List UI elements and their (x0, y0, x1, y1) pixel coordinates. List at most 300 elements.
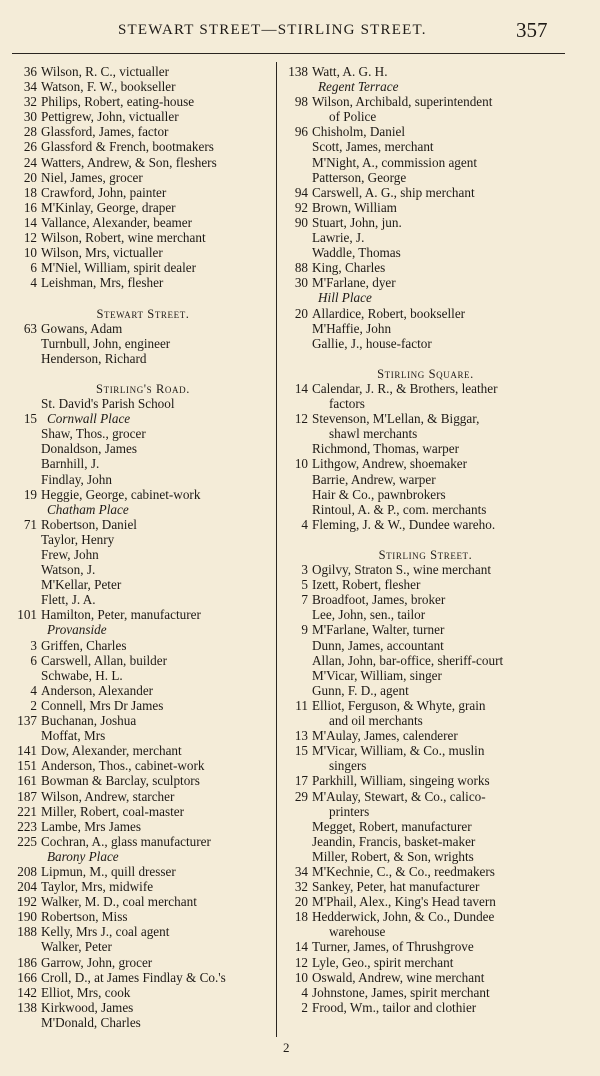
house-number: 26 (23, 139, 37, 155)
house-number: 24 (23, 154, 37, 170)
entry-text: Taylor, Henry (41, 531, 115, 547)
directory-entry (283, 622, 568, 637)
entry-text: of Police (329, 109, 377, 125)
entry-continuation (283, 758, 568, 773)
right-column (283, 64, 568, 1015)
directory-entry (12, 185, 274, 200)
entry-text: Allan, John, bar-office, sheriff-court (312, 652, 504, 668)
directory-entry (283, 668, 568, 683)
directory-entry (283, 441, 568, 456)
directory-entry (12, 653, 274, 668)
entry-text: Buchanan, Joshua (41, 713, 137, 729)
directory-entry (12, 260, 274, 275)
entry-continuation (283, 109, 568, 124)
entry-text: shawl merchants (329, 426, 418, 442)
directory-entry (12, 155, 274, 170)
directory-entry (12, 985, 274, 1000)
house-number: 2 (30, 697, 37, 713)
header-rule (12, 53, 565, 54)
directory-entry (283, 773, 568, 788)
house-number: 15 (23, 411, 37, 427)
directory-entry (12, 109, 274, 124)
entry-text: Watters, Andrew, & Son, fleshers (41, 154, 217, 170)
entry-text: Moffat, Mrs (41, 728, 106, 744)
directory-entry (12, 64, 274, 79)
entry-text: Philips, Robert, eating-house (41, 94, 195, 110)
directory-entry (283, 321, 568, 336)
house-number: 142 (17, 984, 37, 1000)
entry-text: Jeandin, Francis, basket-maker (312, 833, 476, 849)
directory-entry (283, 864, 568, 879)
directory-entry (12, 939, 274, 954)
directory-entry (12, 970, 274, 985)
entry-text: Broadfoot, James, broker (312, 592, 446, 608)
entry-text: M'Vicar, William, & Co., muslin (312, 743, 485, 759)
page-number: 357 (516, 18, 548, 42)
entry-text: Oswald, Andrew, wine merchant (312, 969, 485, 985)
directory-entry (12, 804, 274, 819)
place-subheading (12, 849, 274, 864)
directory-entry (12, 1015, 274, 1030)
entry-text: Lawrie, J. (312, 230, 365, 246)
directory-entry (12, 909, 274, 924)
directory-entry (283, 124, 568, 139)
entry-text: Croll, D., at James Findlay & Co.'s (41, 969, 226, 985)
directory-entry (12, 879, 274, 894)
entry-text: Hamilton, Peter, manufacturer (41, 607, 201, 623)
directory-entry (283, 64, 568, 79)
directory-entry (12, 713, 274, 728)
directory-entry (283, 170, 568, 185)
directory-entry (12, 562, 274, 577)
house-number: 32 (23, 94, 37, 110)
directory-entry (12, 834, 274, 849)
house-number: 15 (294, 743, 308, 759)
street-heading (12, 306, 274, 321)
running-header (0, 18, 600, 48)
directory-entry (12, 743, 274, 758)
entry-text: Watson, J. (41, 562, 96, 578)
entry-text: Hill Place (318, 290, 372, 306)
directory-entry (12, 517, 274, 532)
directory-entry (12, 396, 274, 411)
place-subheading (12, 622, 274, 637)
place-subheading (12, 502, 274, 517)
street-heading (12, 381, 274, 396)
house-number: 34 (294, 863, 308, 879)
house-number: 10 (294, 969, 308, 985)
house-number: 4 (301, 516, 308, 532)
house-number: 30 (294, 275, 308, 291)
entry-text: M'Kechnie, C., & Co., reedmakers (312, 863, 495, 879)
directory-entry (283, 592, 568, 607)
entry-text: M'Aulay, Stewart, & Co., calico- (312, 788, 486, 804)
entry-text: Frew, John (41, 547, 99, 562)
entry-text: Sankey, Peter, hat manufacturer (312, 879, 480, 895)
entry-text: Patterson, George (312, 169, 407, 185)
entry-text: Izett, Robert, flesher (312, 577, 421, 593)
entry-text: Robertson, Miss (41, 909, 128, 925)
house-number: 12 (294, 411, 308, 427)
house-number: 151 (17, 758, 37, 774)
entry-text: M'Aulay, James, calenderer (312, 728, 458, 744)
directory-entry (283, 909, 568, 924)
entry-text: Findlay, John (41, 471, 112, 487)
directory-entry (12, 487, 274, 502)
entry-text: Ogilvy, Straton S., wine merchant (312, 562, 491, 578)
entry-text: Wilson, Andrew, starcher (41, 788, 175, 804)
directory-entry (12, 728, 274, 743)
entry-text: Barrie, Andrew, warper (312, 471, 436, 487)
house-number: 4 (301, 984, 308, 1000)
house-number: 141 (17, 743, 37, 759)
directory-entry (12, 472, 274, 487)
directory-entry (283, 577, 568, 592)
entry-text: Donaldson, James (41, 441, 137, 457)
house-number: 192 (17, 894, 37, 910)
directory-entry (283, 985, 568, 1000)
house-number: 17 (294, 773, 308, 789)
entry-text: M'Vicar, William, singer (312, 667, 442, 683)
entry-text: Robertson, Daniel (41, 516, 137, 532)
directory-entry (283, 456, 568, 471)
entry-text: Carswell, A. G., ship merchant (312, 184, 475, 200)
directory-entry (12, 758, 274, 773)
entry-text: Stevenson, M'Lellan, & Biggar, (312, 411, 480, 427)
entry-text: singers (329, 758, 367, 774)
directory-entry (283, 728, 568, 743)
entry-text: Miller, Robert, coal-master (41, 803, 185, 819)
directory-entry (283, 155, 568, 170)
entry-text: Brown, William (312, 199, 397, 215)
spacer (283, 351, 568, 366)
entry-text: M'Haffie, John (312, 320, 392, 336)
house-number: 13 (294, 728, 308, 744)
house-number: 20 (294, 894, 308, 910)
directory-entry (12, 592, 274, 607)
house-number: 90 (294, 214, 308, 230)
directory-entry (283, 411, 568, 426)
house-number: 14 (23, 214, 37, 230)
directory-entry (12, 321, 274, 336)
house-number: 161 (17, 773, 37, 789)
entry-text: Garrow, John, grocer (41, 954, 153, 970)
spacer (12, 366, 274, 381)
directory-entry (12, 456, 274, 471)
entry-text: Allardice, Robert, bookseller (312, 305, 466, 321)
entry-text: and oil merchants (329, 713, 423, 729)
house-number: 6 (30, 652, 37, 668)
directory-entry (283, 230, 568, 245)
directory-entry (12, 577, 274, 592)
directory-entry (12, 773, 274, 788)
directory-entry (12, 426, 274, 441)
house-number: 9 (301, 622, 308, 638)
entry-text: Crawford, John, painter (41, 184, 167, 200)
street-heading (283, 547, 568, 562)
spacer (283, 532, 568, 547)
directory-entry (283, 381, 568, 396)
left-column (12, 64, 274, 1030)
house-number: 14 (294, 939, 308, 955)
directory-entry (283, 94, 568, 109)
house-number: 138 (288, 64, 308, 79)
directory-entry (283, 200, 568, 215)
house-number: 16 (23, 199, 37, 215)
entry-text: Gallie, J., house-factor (312, 335, 432, 351)
directory-entry (12, 532, 274, 547)
directory-entry (12, 819, 274, 834)
directory-entry (283, 789, 568, 804)
entry-continuation (283, 804, 568, 819)
directory-entry (12, 170, 274, 185)
directory-entry (12, 683, 274, 698)
directory-entry (283, 698, 568, 713)
entry-text: Carswell, Allan, builder (41, 652, 167, 668)
place-subheading (283, 79, 568, 94)
entry-text: Rintoul, A. & P., com. merchants (312, 501, 487, 517)
directory-entry (283, 653, 568, 668)
house-number: 3 (301, 562, 308, 578)
house-number: 2 (301, 999, 308, 1015)
directory-entry (283, 215, 568, 230)
place-subheading (283, 290, 568, 305)
directory-entry (12, 698, 274, 713)
house-number: 30 (23, 109, 37, 125)
entry-text: Hedderwick, John, & Co., Dundee (312, 909, 495, 925)
directory-entry (283, 517, 568, 532)
entry-text: Wilson, R. C., victualler (41, 64, 170, 79)
house-number: 166 (17, 969, 37, 985)
entry-text: Anderson, Thos., cabinet-work (41, 758, 205, 774)
house-number: 71 (23, 516, 37, 532)
house-number: 5 (301, 577, 308, 593)
entry-text: Wilson, Archibald, superintendent (312, 94, 493, 110)
house-number: 223 (17, 818, 37, 834)
page-title: STEWART STREET—STIRLING STREET. (118, 22, 427, 38)
street-heading-text: Stirling Square. (377, 366, 474, 381)
directory-entry (12, 94, 274, 109)
entry-text: M'Night, A., commission agent (312, 154, 478, 170)
directory-entry (12, 441, 274, 456)
entry-text: Walker, Peter (41, 939, 112, 955)
directory-entry (283, 939, 568, 954)
entry-text: Wilson, Robert, wine merchant (41, 230, 206, 246)
entry-text: Provanside (47, 622, 107, 638)
house-number: 18 (23, 184, 37, 200)
entry-text: Vallance, Alexander, beamer (41, 214, 193, 230)
street-heading-text: Stirling's Road. (96, 381, 190, 396)
directory-entry (283, 472, 568, 487)
entry-text: M'Farlane, dyer (312, 275, 396, 291)
house-number: 7 (301, 592, 308, 608)
directory-entry (12, 351, 274, 366)
entry-text: Kelly, Mrs J., coal agent (41, 924, 170, 940)
house-number: 4 (30, 682, 37, 698)
house-number: 32 (294, 879, 308, 895)
entry-text: Dunn, James, accountant (312, 637, 444, 653)
entry-text: Megget, Robert, manufacturer (312, 818, 472, 834)
house-number: 4 (30, 275, 37, 291)
directory-entry (283, 1000, 568, 1015)
directory-entry (12, 864, 274, 879)
entry-text: Watson, F. W., bookseller (41, 79, 176, 95)
directory-entry (283, 185, 568, 200)
entry-continuation (283, 396, 568, 411)
directory-entry (12, 547, 274, 562)
entry-text: Cornwall Place (47, 411, 131, 427)
house-number: 101 (17, 607, 37, 623)
entry-text: Walker, M. D., coal merchant (41, 894, 197, 910)
entry-text: Miller, Robert, & Son, wrights (312, 848, 474, 864)
directory-entry (283, 139, 568, 154)
entry-text: Turnbull, John, engineer (41, 335, 171, 351)
entry-text: Dow, Alexander, merchant (41, 743, 182, 759)
entry-text: Leishman, Mrs, flesher (41, 275, 164, 291)
entry-text: Fleming, J. & W., Dundee wareho. (312, 516, 496, 532)
house-number: 19 (23, 486, 37, 502)
house-number: 36 (23, 64, 37, 79)
directory-entry (12, 275, 274, 290)
entry-text: M'Donald, Charles (41, 1014, 141, 1030)
house-number: 92 (294, 199, 308, 215)
house-number: 221 (17, 803, 37, 819)
place-subheading (12, 411, 274, 426)
directory-entry (283, 819, 568, 834)
house-number: 29 (294, 788, 308, 804)
directory-entry (12, 124, 274, 139)
entry-text: Parkhill, William, singeing works (312, 773, 490, 789)
signature-mark: 2 (283, 1040, 290, 1055)
entry-text: Barnhill, J. (41, 456, 100, 472)
entry-text: Chisholm, Daniel (312, 124, 406, 140)
spacer (12, 290, 274, 305)
house-number: 137 (17, 713, 37, 729)
directory-entry (12, 79, 274, 94)
house-number: 6 (30, 260, 37, 276)
directory-entry (283, 970, 568, 985)
entry-text: Richmond, Thomas, warper (312, 441, 459, 457)
house-number: 187 (17, 788, 37, 804)
entry-text: factors (329, 396, 365, 412)
entry-text: printers (329, 803, 370, 819)
entry-text: Hair & Co., pawnbrokers (312, 486, 446, 502)
house-number: 98 (294, 94, 308, 110)
house-number: 63 (23, 320, 37, 336)
house-number: 188 (17, 924, 37, 940)
entry-continuation (283, 426, 568, 441)
directory-entry (12, 607, 274, 622)
entry-text: Lee, John, sen., tailor (312, 607, 426, 623)
entry-text: Cochran, A., glass manufacturer (41, 833, 211, 849)
directory-entry (283, 502, 568, 517)
house-number: 204 (17, 879, 37, 895)
directory-entry (12, 139, 274, 154)
entry-text: warehouse (329, 924, 386, 940)
entry-text: Chatham Place (47, 501, 129, 517)
entry-text: Gunn, F. D., agent (312, 682, 409, 698)
entry-text: Gowans, Adam (41, 320, 123, 336)
house-number: 138 (17, 999, 37, 1015)
entry-text: Kirkwood, James (41, 999, 134, 1015)
house-number: 14 (294, 380, 308, 396)
house-number: 3 (30, 637, 37, 653)
directory-entry (283, 879, 568, 894)
directory-entry (283, 638, 568, 653)
directory-entry (283, 607, 568, 622)
entry-text: M'Kellar, Peter (41, 577, 122, 593)
entry-text: Flett, J. A. (41, 592, 96, 608)
directory-entry (12, 668, 274, 683)
house-number: 12 (294, 954, 308, 970)
entry-text: Taylor, Mrs, midwife (41, 879, 154, 895)
entry-text: Niel, James, grocer (41, 169, 143, 185)
entry-text: M'Niel, William, spirit dealer (41, 260, 197, 276)
entry-text: Elliot, Mrs, cook (41, 984, 131, 1000)
entry-text: Turner, James, of Thrushgrove (312, 939, 474, 955)
entry-text: Anderson, Alexander (41, 682, 154, 698)
street-heading-text: Stewart Street. (96, 306, 190, 321)
directory-entry (283, 955, 568, 970)
directory-entry (12, 245, 274, 260)
house-number: 96 (294, 124, 308, 140)
entry-text: M'Kinlay, George, draper (41, 199, 176, 215)
directory-entry (12, 789, 274, 804)
entry-text: Lambe, Mrs James (41, 818, 141, 834)
entry-text: Calendar, J. R., & Brothers, leather (312, 380, 498, 396)
entry-text: Wilson, Mrs, victualler (41, 245, 163, 261)
house-number: 186 (17, 954, 37, 970)
entry-text: Shaw, Thos., grocer (41, 426, 146, 442)
directory-entry (283, 743, 568, 758)
column-divider (276, 62, 277, 1037)
house-number: 11 (295, 697, 308, 713)
entry-text: Elliot, Ferguson, & Whyte, grain (312, 697, 486, 713)
directory-entry (12, 955, 274, 970)
entry-text: Connell, Mrs Dr James (41, 697, 164, 713)
house-number: 20 (23, 169, 37, 185)
directory-entry (283, 336, 568, 351)
entry-text: St. David's Parish School (41, 396, 175, 412)
house-number: 225 (17, 833, 37, 849)
house-number: 20 (294, 305, 308, 321)
entry-text: Lyle, Geo., spirit merchant (312, 954, 454, 970)
directory-entry (283, 275, 568, 290)
entry-text: Schwabe, H. L. (41, 667, 123, 683)
entry-text: Waddle, Thomas (312, 245, 401, 261)
house-number: 18 (294, 909, 308, 925)
house-number: 12 (23, 230, 37, 246)
directory-entry (12, 215, 274, 230)
directory-entry (283, 306, 568, 321)
directory-entry (12, 638, 274, 653)
directory-entry (12, 1000, 274, 1015)
directory-entry (12, 200, 274, 215)
entry-text: Glassford, James, factor (41, 124, 169, 140)
entry-text: Lipmun, M., quill dresser (41, 863, 176, 879)
directory-entry (283, 260, 568, 275)
house-number: 190 (17, 909, 37, 925)
entry-text: Heggie, George, cabinet-work (41, 486, 201, 502)
entry-text: M'Farlane, Walter, turner (312, 622, 445, 638)
entry-text: Barony Place (47, 848, 119, 864)
entry-text: Henderson, Richard (41, 350, 147, 366)
house-number: 28 (23, 124, 37, 140)
entry-text: Pettigrew, John, victualler (41, 109, 179, 125)
entry-text: King, Charles (312, 260, 386, 276)
street-heading (283, 366, 568, 381)
street-heading-text: Stirling Street. (378, 548, 473, 562)
